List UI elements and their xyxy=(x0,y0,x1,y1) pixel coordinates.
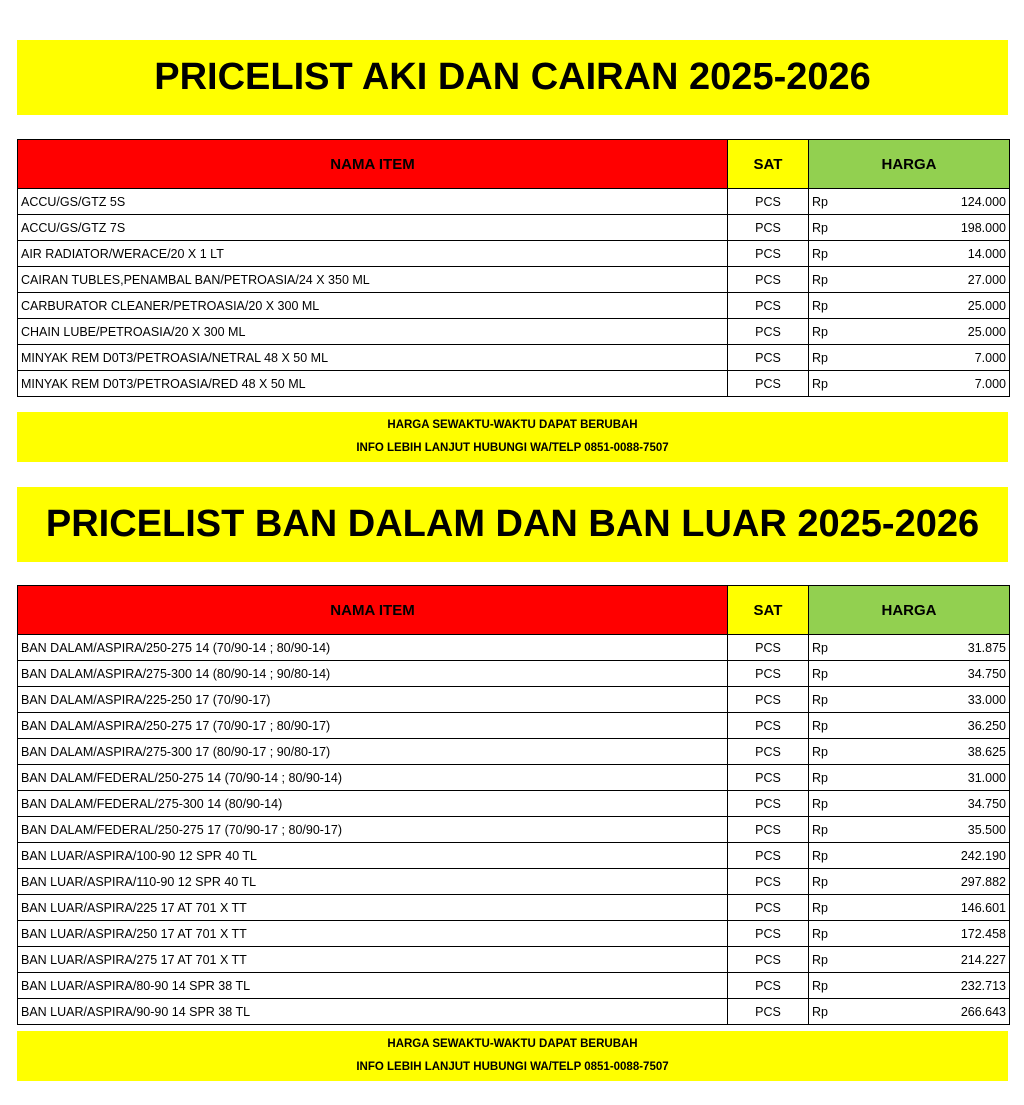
price-change-note: HARGA SEWAKTU-WAKTU DAPAT BERUBAH xyxy=(387,1038,638,1050)
price-amount: 7.000 xyxy=(974,350,1006,365)
price-amount: 198.000 xyxy=(960,220,1006,235)
item-name: BAN DALAM/ASPIRA/275-300 17 (80/90-17 ; 90/80-17) xyxy=(18,739,728,765)
item-unit: PCS xyxy=(728,791,809,817)
currency-label: Rp xyxy=(812,926,828,941)
price-note-banner xyxy=(17,412,1008,462)
item-unit: PCS xyxy=(728,345,809,371)
table-row xyxy=(18,319,1010,345)
item-price xyxy=(809,791,1010,817)
item-name: BAN LUAR/ASPIRA/250 17 AT 701 X TT xyxy=(18,921,728,947)
price-amount: 31.875 xyxy=(967,640,1006,655)
item-name: AIR RADIATOR/WERACE/20 X 1 LT xyxy=(18,241,728,267)
price-change-note: HARGA SEWAKTU-WAKTU DAPAT BERUBAH xyxy=(387,419,638,431)
item-name: ACCU/GS/GTZ 5S xyxy=(18,189,728,215)
item-name: BAN DALAM/FEDERAL/250-275 14 (70/90-14 ; 80/90-14) xyxy=(18,765,728,791)
item-name: BAN LUAR/ASPIRA/90-90 14 SPR 38 TL xyxy=(18,999,728,1025)
item-unit: PCS xyxy=(728,869,809,895)
price-amount: 14.000 xyxy=(967,246,1006,261)
header-nama-item: NAMA ITEM xyxy=(18,586,728,635)
currency-label: Rp xyxy=(812,194,828,209)
item-unit: PCS xyxy=(728,999,809,1025)
contact-info: INFO LEBIH LANJUT HUBUNGI WA/TELP 0851-0088-7507 xyxy=(356,1061,669,1073)
table-row xyxy=(18,293,1010,319)
pricelist-title-aki-cairan: PRICELIST AKI DAN CAIRAN 2025-2026 xyxy=(17,40,1008,115)
item-price xyxy=(809,921,1010,947)
item-name: BAN LUAR/ASPIRA/100-90 12 SPR 40 TL xyxy=(18,843,728,869)
table-row xyxy=(18,921,1010,947)
table-row xyxy=(18,947,1010,973)
item-name: BAN LUAR/ASPIRA/110-90 12 SPR 40 TL xyxy=(18,869,728,895)
price-note-banner xyxy=(17,1031,1008,1081)
item-unit: PCS xyxy=(728,293,809,319)
currency-label: Rp xyxy=(812,770,828,785)
header-harga: HARGA xyxy=(809,140,1010,189)
table-row xyxy=(18,895,1010,921)
item-name: BAN LUAR/ASPIRA/225 17 AT 701 X TT xyxy=(18,895,728,921)
item-name: BAN DALAM/ASPIRA/250-275 17 (70/90-17 ; 80/90-17) xyxy=(18,713,728,739)
table-row xyxy=(18,739,1010,765)
price-amount: 242.190 xyxy=(960,848,1006,863)
item-price xyxy=(809,947,1010,973)
item-unit: PCS xyxy=(728,687,809,713)
table-row xyxy=(18,869,1010,895)
table-row xyxy=(18,241,1010,267)
item-unit: PCS xyxy=(728,817,809,843)
currency-label: Rp xyxy=(812,796,828,811)
table-row xyxy=(18,635,1010,661)
item-price xyxy=(809,319,1010,345)
table-row xyxy=(18,267,1010,293)
table-header-row xyxy=(18,140,1010,189)
price-amount: 266.643 xyxy=(960,1004,1006,1019)
price-amount: 31.000 xyxy=(967,770,1006,785)
currency-label: Rp xyxy=(812,874,828,889)
currency-label: Rp xyxy=(812,822,828,837)
item-name: BAN LUAR/ASPIRA/275 17 AT 701 X TT xyxy=(18,947,728,973)
price-amount: 297.882 xyxy=(960,874,1006,889)
table-row xyxy=(18,973,1010,999)
table-row xyxy=(18,345,1010,371)
table-row xyxy=(18,687,1010,713)
item-name: ACCU/GS/GTZ 7S xyxy=(18,215,728,241)
price-amount: 7.000 xyxy=(974,376,1006,391)
currency-label: Rp xyxy=(812,848,828,863)
price-amount: 27.000 xyxy=(967,272,1006,287)
item-name: BAN DALAM/FEDERAL/275-300 14 (80/90-14) xyxy=(18,791,728,817)
item-unit: PCS xyxy=(728,739,809,765)
price-amount: 34.750 xyxy=(967,666,1006,681)
table-row xyxy=(18,215,1010,241)
item-name: CAIRAN TUBLES,PENAMBAL BAN/PETROASIA/24 X 350 ML xyxy=(18,267,728,293)
pricelist-title-ban: PRICELIST BAN DALAM DAN BAN LUAR 2025-2026 xyxy=(17,487,1008,562)
item-price xyxy=(809,345,1010,371)
item-name: BAN LUAR/ASPIRA/80-90 14 SPR 38 TL xyxy=(18,973,728,999)
item-unit: PCS xyxy=(728,661,809,687)
item-price xyxy=(809,189,1010,215)
currency-label: Rp xyxy=(812,298,828,313)
item-unit: PCS xyxy=(728,635,809,661)
item-name: BAN DALAM/ASPIRA/250-275 14 (70/90-14 ; 80/90-14) xyxy=(18,635,728,661)
currency-label: Rp xyxy=(812,744,828,759)
table-row xyxy=(18,765,1010,791)
item-unit: PCS xyxy=(728,765,809,791)
price-amount: 35.500 xyxy=(967,822,1006,837)
item-price xyxy=(809,869,1010,895)
currency-label: Rp xyxy=(812,350,828,365)
item-unit: PCS xyxy=(728,241,809,267)
price-table-ban xyxy=(17,585,1010,1025)
item-price xyxy=(809,999,1010,1025)
item-unit: PCS xyxy=(728,713,809,739)
item-price xyxy=(809,371,1010,397)
item-price xyxy=(809,713,1010,739)
table-row xyxy=(18,189,1010,215)
price-amount: 25.000 xyxy=(967,298,1006,313)
item-price xyxy=(809,765,1010,791)
item-name: BAN DALAM/ASPIRA/225-250 17 (70/90-17) xyxy=(18,687,728,713)
item-price xyxy=(809,661,1010,687)
price-amount: 33.000 xyxy=(967,692,1006,707)
price-amount: 36.250 xyxy=(967,718,1006,733)
header-harga: HARGA xyxy=(809,586,1010,635)
table-row xyxy=(18,791,1010,817)
item-price xyxy=(809,293,1010,319)
price-amount: 124.000 xyxy=(960,194,1006,209)
currency-label: Rp xyxy=(812,718,828,733)
item-price xyxy=(809,739,1010,765)
currency-label: Rp xyxy=(812,900,828,915)
item-price xyxy=(809,635,1010,661)
item-price xyxy=(809,267,1010,293)
price-table-aki-cairan xyxy=(17,139,1010,397)
table-row xyxy=(18,371,1010,397)
item-name: BAN DALAM/FEDERAL/250-275 17 (70/90-17 ; 80/90-17) xyxy=(18,817,728,843)
currency-label: Rp xyxy=(812,666,828,681)
price-amount: 214.227 xyxy=(960,952,1006,967)
table-header-row xyxy=(18,586,1010,635)
item-name: MINYAK REM D0T3/PETROASIA/RED 48 X 50 ML xyxy=(18,371,728,397)
table-row xyxy=(18,713,1010,739)
price-amount: 25.000 xyxy=(967,324,1006,339)
item-name: CHAIN LUBE/PETROASIA/20 X 300 ML xyxy=(18,319,728,345)
currency-label: Rp xyxy=(812,692,828,707)
price-amount: 172.458 xyxy=(960,926,1006,941)
table-row xyxy=(18,817,1010,843)
item-price xyxy=(809,895,1010,921)
item-price xyxy=(809,215,1010,241)
currency-label: Rp xyxy=(812,1004,828,1019)
item-price xyxy=(809,241,1010,267)
item-unit: PCS xyxy=(728,215,809,241)
table-row xyxy=(18,999,1010,1025)
item-name: MINYAK REM D0T3/PETROASIA/NETRAL 48 X 50 ML xyxy=(18,345,728,371)
item-price xyxy=(809,817,1010,843)
currency-label: Rp xyxy=(812,324,828,339)
contact-info: INFO LEBIH LANJUT HUBUNGI WA/TELP 0851-0088-7507 xyxy=(356,442,669,454)
item-price xyxy=(809,843,1010,869)
item-unit: PCS xyxy=(728,371,809,397)
item-name: BAN DALAM/ASPIRA/275-300 14 (80/90-14 ; 90/80-14) xyxy=(18,661,728,687)
currency-label: Rp xyxy=(812,246,828,261)
item-price xyxy=(809,973,1010,999)
header-nama-item: NAMA ITEM xyxy=(18,140,728,189)
item-unit: PCS xyxy=(728,189,809,215)
header-sat: SAT xyxy=(728,140,809,189)
currency-label: Rp xyxy=(812,952,828,967)
currency-label: Rp xyxy=(812,220,828,235)
currency-label: Rp xyxy=(812,978,828,993)
header-sat: SAT xyxy=(728,586,809,635)
item-unit: PCS xyxy=(728,921,809,947)
currency-label: Rp xyxy=(812,640,828,655)
item-unit: PCS xyxy=(728,267,809,293)
item-unit: PCS xyxy=(728,895,809,921)
item-unit: PCS xyxy=(728,319,809,345)
price-amount: 38.625 xyxy=(967,744,1006,759)
item-price xyxy=(809,687,1010,713)
item-unit: PCS xyxy=(728,973,809,999)
item-unit: PCS xyxy=(728,843,809,869)
currency-label: Rp xyxy=(812,376,828,391)
price-amount: 232.713 xyxy=(960,978,1006,993)
currency-label: Rp xyxy=(812,272,828,287)
price-amount: 146.601 xyxy=(960,900,1006,915)
table-row xyxy=(18,661,1010,687)
table-row xyxy=(18,843,1010,869)
price-amount: 34.750 xyxy=(967,796,1006,811)
item-name: CARBURATOR CLEANER/PETROASIA/20 X 300 ML xyxy=(18,293,728,319)
item-unit: PCS xyxy=(728,947,809,973)
